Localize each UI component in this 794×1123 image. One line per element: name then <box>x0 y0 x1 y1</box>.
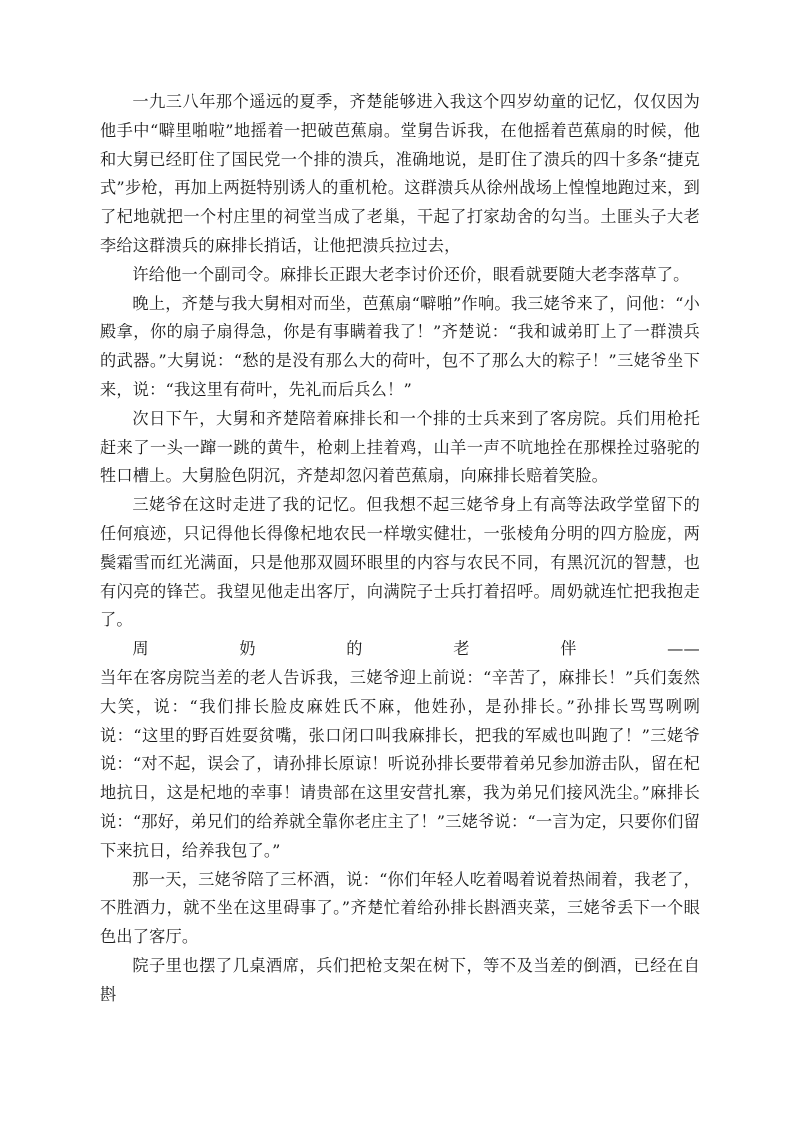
paragraph-5: 三姥爷在这时走进了我的记忆。但我想不起三姥爷身上有高等法政学堂留下的任何痕迹，只记得他长得像杞地农民一样墩实健壮，一张棱角分明的四方脸庞，两鬓霜雪而红光满面，只是他那双圆环眼里的内容与农民不同，有黑沉沉的智慧，也有闪亮的锋芒。我望见他走出客厅，向满院子士兵打着招呼。周奶就连忙把我抱走了。 <box>100 495 700 630</box>
paragraph-3: 晚上，齐楚与我大舅相对而坐，芭蕉扇“噼啪”作响。我三姥爷来了，问他：“小殿拿，你的扇子扇得急，你是有事瞒着我了！”齐楚说：“我和诚弟盯上了一群溃兵的武器。”大舅说：“愁的是没有那么大的荷叶，包不了那么大的粽子！”三姥爷坐下来，说：“我这里有荷叶，先礼而后兵么！” <box>100 293 700 399</box>
spread-word: 的 <box>346 639 363 659</box>
paragraph-4: 次日下午，大舅和齐楚陪着麻排长和一个排的士兵来到了客房院。兵们用枪托赶来了一头一蹿一跳的黄牛，枪刺上挂着鸡，山羊一声不吭地拴在那棵拴过骆驼的牲口槽上。大舅脸色阴沉，齐楚却忽闪着芭蕉扇，向麻排长赔着笑脸。 <box>100 408 700 486</box>
body-text <box>100 88 700 1010</box>
spread-word: 周 <box>132 639 149 659</box>
paragraph-2: 许给他一个副司令。麻排长正跟大老李讨价还价，眼看就要随大老李落草了。 <box>132 264 690 284</box>
spread-word: 奶 <box>239 639 256 659</box>
paragraph-1: 一九三八年那个遥远的夏季，齐楚能够进入我这个四岁幼童的记忆，仅仅因为他手中“噼里啪啦”地摇着一把破芭蕉扇。堂舅告诉我，在他摇着芭蕉扇的时候，他和大舅已经盯住了国民党一个排的溃兵，准确地说，是盯住了溃兵的四十多条“捷克式”步枪，再加上两挺特别诱人的重机枪。这群溃兵从徐州战场上惶惶地跑过来，到了杞地就把一个村庄里的祠堂当成了老巢，干起了打家劫舍的勾当。土匪头子大老李给这群溃兵的麻排长捎话，让他把溃兵拉过去， <box>100 92 700 255</box>
paragraph-continuation: 当年在客房院当差的老人告诉我，三姥爷迎上前说：“辛苦了，麻排长！”兵们轰然大笑，说：“我们排长脸皮麻姓氏不麻，他姓孙，是孙排长。”孙排长骂骂咧咧说：“这里的野百姓耍贫嘴，张口闭口叫我麻排长，把我的军威也叫跑了！”三姥爷说：“对不起，误会了，请孙排长原谅！听说孙排长要带着弟兄参加游击队，留在杞地抗日，这是杞地的幸事！请贵部在这里安营扎寨，我为弟兄们接风洗尘。”麻排长说：“那好，弟兄们的给养就全靠你老庄主了！”三姥爷说：“一言为定，只要你们留下来抗日，给养我包了。” <box>100 667 700 860</box>
paragraph-6: 那一天，三姥爷陪了三杯酒，说：“你们年轻人吃着喝着说着热闹着，我老了，不胜酒力，就不坐在这里碍事了。”齐楚忙着给孙排长斟酒夹菜，三姥爷丢下一个眼色出了客厅。 <box>100 869 700 947</box>
spread-word: 老 <box>453 639 470 659</box>
spread-heading-line <box>100 635 700 664</box>
paragraph-7: 院子里也摆了几桌酒席，兵们把枪支架在树下，等不及当差的倒酒，已经在自斟 <box>100 955 700 1004</box>
spread-word: 伴 <box>560 639 577 659</box>
spread-dash: —— <box>667 639 700 659</box>
